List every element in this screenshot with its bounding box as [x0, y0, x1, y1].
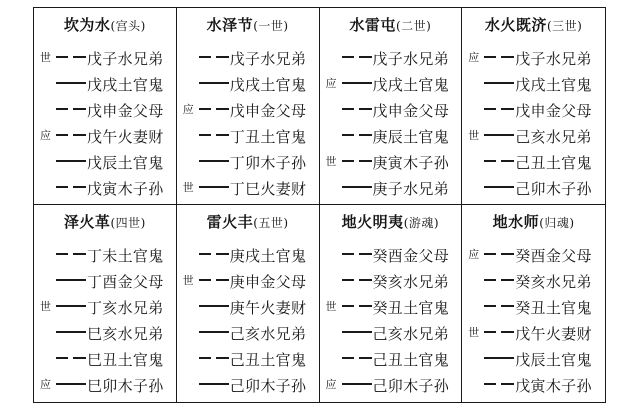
yao-line-symbol	[56, 331, 86, 333]
hexagram-line	[462, 345, 605, 371]
hexagram-line	[462, 371, 605, 397]
yin-line-stroke	[199, 108, 211, 110]
yin-line-stroke	[342, 160, 354, 162]
hexagram-position: (二世)	[395, 19, 432, 33]
yao-line-symbol	[56, 186, 86, 188]
line-label: 丁酉金父母	[87, 273, 164, 291]
line-label: 庚戌土官鬼	[229, 247, 307, 265]
yao-line-symbol	[484, 305, 514, 307]
hexagram-line	[34, 44, 176, 70]
line-label: 丁亥水兄弟	[87, 299, 164, 317]
yin-line-stroke	[484, 305, 496, 307]
hexagram-cell	[177, 8, 320, 205]
yin-line-stroke	[73, 56, 86, 58]
line-label: 巳丑土官鬼	[87, 351, 164, 369]
hexagram-name: 水泽节	[206, 16, 254, 34]
hexagram-line	[34, 96, 176, 122]
yao-line-symbol	[342, 279, 372, 281]
shi-ying-marker: 应	[325, 77, 337, 90]
hexagram-lines	[34, 44, 176, 200]
hexagram-line	[177, 345, 319, 371]
line-label: 癸酉金父母	[372, 247, 450, 265]
yang-line-stroke	[199, 160, 229, 162]
yao-line-symbol	[199, 357, 229, 359]
line-label: 戊戌土官鬼	[372, 76, 450, 94]
yao-line-symbol	[342, 331, 372, 333]
yin-line-stroke	[501, 108, 514, 110]
yang-line-stroke	[199, 305, 229, 307]
hexagram-lines	[462, 241, 605, 397]
yao-line-symbol	[484, 160, 514, 162]
hexagram-line	[177, 44, 319, 70]
shi-ying-marker: 应	[325, 378, 337, 391]
yao-line-symbol	[56, 108, 86, 110]
line-label: 戊子水兄弟	[372, 50, 450, 68]
shi-ying-marker: 应	[182, 103, 194, 116]
yang-line-stroke	[199, 383, 229, 385]
yin-line-stroke	[484, 331, 496, 333]
hexagram-cell	[177, 205, 320, 402]
hexagram-line	[177, 122, 319, 148]
line-label: 癸亥水兄弟	[515, 273, 592, 291]
yang-line-stroke	[56, 383, 86, 385]
yao-line-symbol	[484, 56, 514, 58]
yao-line-symbol	[484, 82, 514, 84]
hexagram-lines	[34, 241, 176, 397]
line-label: 戊戌土官鬼	[229, 76, 307, 94]
hexagram-line	[34, 174, 176, 200]
yao-line-symbol	[199, 331, 229, 333]
yang-line-stroke	[56, 160, 86, 162]
line-label: 戊寅木子孙	[87, 180, 164, 198]
yang-line-stroke	[56, 331, 86, 333]
yin-line-stroke	[216, 56, 229, 58]
hexagram-line	[34, 122, 176, 148]
line-label: 戊寅木子孙	[515, 377, 592, 395]
yin-line-stroke	[216, 357, 229, 359]
yin-line-stroke	[73, 134, 86, 136]
shi-ying-marker: 世	[182, 274, 194, 287]
line-label: 戊子水兄弟	[515, 50, 592, 68]
line-label: 戊申金父母	[515, 102, 592, 120]
yin-line-stroke	[501, 160, 514, 162]
yin-line-stroke	[501, 331, 514, 333]
yao-line-symbol	[199, 134, 229, 136]
yin-line-stroke	[56, 108, 68, 110]
yao-line-symbol	[342, 305, 372, 307]
hexagram-name: 水雷屯	[349, 16, 396, 34]
hexagram-line	[320, 241, 462, 267]
line-label: 丁卯木子孙	[229, 154, 307, 172]
yang-line-stroke	[199, 186, 229, 188]
line-label: 丁丑土官鬼	[229, 128, 307, 146]
hexagram-line	[34, 267, 176, 293]
line-label: 庚寅木子孙	[372, 154, 450, 172]
hexagram-line	[320, 319, 462, 345]
hexagram-line	[320, 44, 462, 70]
yao-line-symbol	[56, 357, 86, 359]
yin-line-stroke	[342, 253, 354, 255]
yin-line-stroke	[199, 279, 211, 281]
hexagram-lines	[320, 44, 462, 200]
yang-line-stroke	[484, 134, 514, 136]
yin-line-stroke	[359, 108, 372, 110]
yao-line-symbol	[199, 253, 229, 255]
yao-line-symbol	[484, 383, 514, 385]
shi-ying-marker: 应	[40, 378, 51, 391]
hexagram-title	[34, 14, 176, 35]
yao-line-symbol	[199, 383, 229, 385]
line-label: 戊子水兄弟	[229, 50, 307, 68]
yin-line-stroke	[501, 253, 514, 255]
yin-line-stroke	[359, 305, 372, 307]
hexagram-name: 地水师	[492, 213, 540, 231]
yao-line-symbol	[484, 186, 514, 188]
hexagram-line	[34, 371, 176, 397]
line-label: 戊戌土官鬼	[515, 76, 592, 94]
yin-line-stroke	[73, 253, 86, 255]
line-label: 戊辰土官鬼	[87, 154, 164, 172]
hexagram-line	[462, 319, 605, 345]
line-label: 戊申金父母	[372, 102, 450, 120]
yao-line-symbol	[199, 305, 229, 307]
hexagram-line	[34, 345, 176, 371]
yang-line-stroke	[56, 305, 86, 307]
yin-line-stroke	[359, 279, 372, 281]
yang-line-stroke	[484, 186, 514, 188]
line-label: 癸丑土官鬼	[372, 299, 450, 317]
hexagram-name: 水火既济	[484, 16, 547, 34]
line-label: 巳亥水兄弟	[87, 325, 164, 343]
hexagram-line	[462, 122, 605, 148]
hexagram-cell	[320, 8, 463, 205]
yao-line-symbol	[56, 305, 86, 307]
yin-line-stroke	[484, 279, 496, 281]
line-label: 己卯木子孙	[229, 377, 307, 395]
line-label: 己丑土官鬼	[229, 351, 307, 369]
shi-ying-marker: 世	[182, 181, 194, 194]
hexagram-position: (宫头)	[110, 19, 146, 33]
yin-line-stroke	[56, 186, 68, 188]
yang-line-stroke	[342, 82, 372, 84]
yang-line-stroke	[199, 331, 229, 333]
shi-ying-marker: 世	[40, 300, 51, 313]
yao-line-symbol	[199, 82, 229, 84]
line-label: 巳卯木子孙	[87, 377, 164, 395]
yao-line-symbol	[342, 82, 372, 84]
yang-line-stroke	[342, 186, 372, 188]
yao-line-symbol	[56, 56, 86, 58]
yao-line-symbol	[342, 383, 372, 385]
yao-line-symbol	[56, 82, 86, 84]
yin-line-stroke	[342, 108, 354, 110]
line-label: 己亥水兄弟	[515, 128, 592, 146]
yin-line-stroke	[484, 253, 496, 255]
yao-line-symbol	[342, 108, 372, 110]
hexagram-position: (游魂)	[403, 216, 440, 230]
hexagram-cell	[320, 205, 463, 402]
yin-line-stroke	[56, 56, 68, 58]
shi-ying-marker: 世	[468, 129, 480, 142]
hexagram-line	[177, 70, 319, 96]
yin-line-stroke	[216, 134, 229, 136]
yin-line-stroke	[359, 134, 372, 136]
line-label: 己丑土官鬼	[372, 351, 450, 369]
hexagram-line	[177, 241, 319, 267]
yao-line-symbol	[342, 186, 372, 188]
yang-line-stroke	[56, 279, 86, 281]
yin-line-stroke	[484, 108, 496, 110]
yao-line-symbol	[342, 56, 372, 58]
yang-line-stroke	[342, 331, 372, 333]
yin-line-stroke	[484, 56, 496, 58]
hexagram-lines	[320, 241, 462, 397]
yin-line-stroke	[342, 305, 354, 307]
hexagram-line	[320, 371, 462, 397]
hexagram-line	[34, 319, 176, 345]
hexagram-position: (一世)	[253, 19, 289, 33]
yin-line-stroke	[501, 383, 514, 385]
yao-line-symbol	[484, 279, 514, 281]
hexagram-line	[320, 96, 462, 122]
yao-line-symbol	[484, 357, 514, 359]
hexagram-line	[34, 293, 176, 319]
yao-line-symbol	[484, 331, 514, 333]
hexagram-title	[320, 14, 462, 35]
hexagram-cell	[462, 205, 605, 402]
hexagram-title	[177, 14, 319, 35]
yin-line-stroke	[216, 108, 229, 110]
yao-line-symbol	[484, 253, 514, 255]
hexagram-position: (四世)	[110, 216, 146, 230]
shi-ying-marker: 世	[40, 51, 51, 64]
hexagram-name: 坎为水	[63, 16, 111, 34]
yin-line-stroke	[484, 383, 496, 385]
yin-line-stroke	[56, 253, 68, 255]
line-label: 戊午火妻财	[515, 325, 592, 343]
yao-line-symbol	[199, 56, 229, 58]
yao-line-symbol	[56, 383, 86, 385]
yang-line-stroke	[342, 383, 372, 385]
hexagram-title	[320, 211, 462, 232]
hexagram-line	[320, 148, 462, 174]
line-label: 庚午火妻财	[229, 299, 307, 317]
hexagram-position: (三世)	[546, 19, 583, 33]
yin-line-stroke	[484, 160, 496, 162]
line-label: 戊申金父母	[87, 102, 164, 120]
hexagram-title	[462, 211, 605, 232]
line-label: 庚子水兄弟	[372, 180, 450, 198]
hexagram-title	[177, 211, 319, 232]
yin-line-stroke	[56, 357, 68, 359]
yin-line-stroke	[342, 56, 354, 58]
hexagram-line	[462, 96, 605, 122]
yao-line-symbol	[199, 279, 229, 281]
yin-line-stroke	[199, 253, 211, 255]
yao-line-symbol	[56, 160, 86, 162]
hexagram-position: (归魂)	[539, 216, 575, 230]
hexagram-line	[177, 96, 319, 122]
yang-line-stroke	[484, 82, 514, 84]
line-label: 戊子水兄弟	[87, 50, 164, 68]
yin-line-stroke	[501, 56, 514, 58]
line-label: 己丑土官鬼	[515, 154, 592, 172]
hexagram-line	[34, 70, 176, 96]
yao-line-symbol	[342, 160, 372, 162]
hexagram-line	[462, 148, 605, 174]
line-label: 戊戌土官鬼	[87, 76, 164, 94]
yin-line-stroke	[359, 160, 372, 162]
shi-ying-marker: 应	[468, 51, 480, 64]
hexagram-title	[462, 14, 605, 35]
yin-line-stroke	[342, 279, 354, 281]
yin-line-stroke	[73, 186, 86, 188]
yao-line-symbol	[56, 279, 86, 281]
yao-line-symbol	[484, 134, 514, 136]
line-label: 己亥水兄弟	[372, 325, 450, 343]
yao-line-symbol	[342, 253, 372, 255]
yao-line-symbol	[484, 108, 514, 110]
hexagram-cell	[34, 8, 177, 205]
hexagram-line	[34, 148, 176, 174]
hexagram-line	[320, 122, 462, 148]
line-label: 庚辰土官鬼	[372, 128, 450, 146]
yao-line-symbol	[342, 357, 372, 359]
yin-line-stroke	[199, 357, 211, 359]
hexagram-line	[177, 174, 319, 200]
line-label: 癸酉金父母	[515, 247, 592, 265]
yin-line-stroke	[216, 253, 229, 255]
hexagram-line	[177, 319, 319, 345]
hexagram-title	[34, 211, 176, 232]
yin-line-stroke	[342, 357, 354, 359]
hexagram-line	[462, 174, 605, 200]
line-label: 戊申金父母	[229, 102, 307, 120]
yang-line-stroke	[199, 82, 229, 84]
hexagram-line	[320, 267, 462, 293]
yao-line-symbol	[199, 186, 229, 188]
yin-line-stroke	[73, 357, 86, 359]
hexagram-line	[462, 267, 605, 293]
yin-line-stroke	[73, 108, 86, 110]
hexagram-lines	[177, 44, 319, 200]
hexagram-line	[320, 70, 462, 96]
yin-line-stroke	[501, 305, 514, 307]
yao-line-symbol	[199, 108, 229, 110]
line-label: 己亥水兄弟	[229, 325, 307, 343]
shi-ying-marker: 世	[468, 326, 480, 339]
yin-line-stroke	[501, 279, 514, 281]
yin-line-stroke	[199, 134, 211, 136]
yin-line-stroke	[216, 279, 229, 281]
hexagram-name: 泽火革	[63, 213, 111, 231]
hexagram-lines	[462, 44, 605, 200]
line-label: 戊辰土官鬼	[515, 351, 592, 369]
hexagram-line	[320, 345, 462, 371]
hexagram-line	[177, 293, 319, 319]
hexagram-line	[177, 371, 319, 397]
line-label: 庚申金父母	[229, 273, 307, 291]
yao-line-symbol	[56, 253, 86, 255]
yang-line-stroke	[484, 357, 514, 359]
shi-ying-marker: 世	[325, 155, 337, 168]
hexagram-line	[462, 70, 605, 96]
line-label: 丁巳火妻财	[229, 180, 307, 198]
hexagram-line	[177, 148, 319, 174]
line-label: 丁未土官鬼	[87, 247, 164, 265]
hexagram-cell	[462, 8, 605, 205]
hexagram-line	[177, 267, 319, 293]
hexagram-position: (五世)	[253, 216, 289, 230]
hexagram-line	[320, 174, 462, 200]
shi-ying-marker: 应	[40, 129, 51, 142]
yao-line-symbol	[199, 160, 229, 162]
hexagram-line	[462, 241, 605, 267]
hexagram-line	[34, 241, 176, 267]
hexagram-line	[462, 293, 605, 319]
yin-line-stroke	[359, 357, 372, 359]
yao-line-symbol	[342, 134, 372, 136]
line-label: 己卯木子孙	[515, 180, 592, 198]
line-label: 癸亥水兄弟	[372, 273, 450, 291]
hexagram-name: 雷火丰	[206, 213, 254, 231]
hexagram-line	[462, 44, 605, 70]
hexagram-line	[320, 293, 462, 319]
line-label: 己卯木子孙	[372, 377, 450, 395]
hexagram-cell	[34, 205, 177, 402]
yin-line-stroke	[342, 134, 354, 136]
yin-line-stroke	[359, 56, 372, 58]
shi-ying-marker: 应	[468, 248, 480, 261]
line-label: 戊午火妻财	[87, 128, 164, 146]
hexagram-lines	[177, 241, 319, 397]
shi-ying-marker: 世	[325, 300, 337, 313]
yin-line-stroke	[56, 134, 68, 136]
hexagram-table	[33, 7, 606, 403]
hexagram-name: 地火明夷	[341, 213, 404, 231]
yin-line-stroke	[359, 253, 372, 255]
yang-line-stroke	[56, 82, 86, 84]
line-label: 癸丑土官鬼	[515, 299, 592, 317]
yao-line-symbol	[56, 134, 86, 136]
yin-line-stroke	[199, 56, 211, 58]
